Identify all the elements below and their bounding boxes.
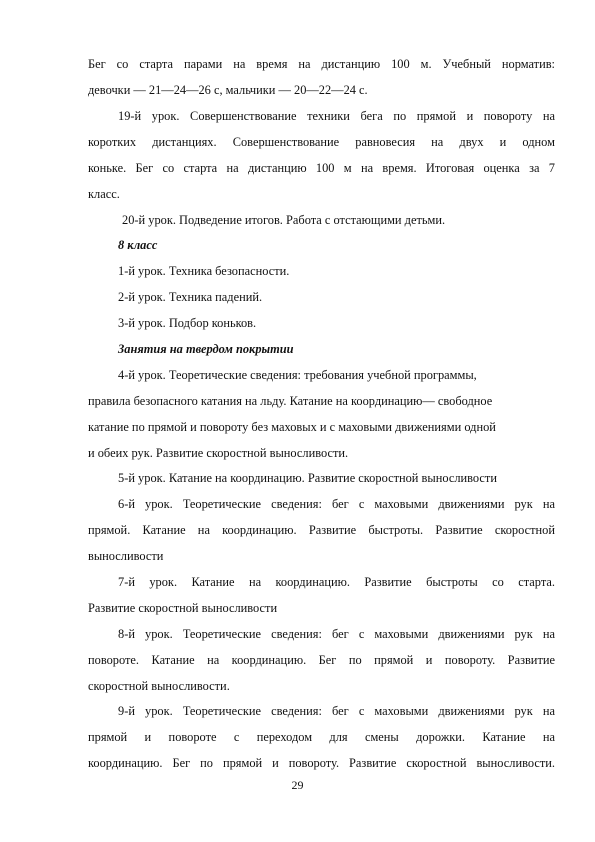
text-line: девочки — 21—24—26 с, мальчики — 20—22—24 с. xyxy=(88,83,368,97)
text-line: и обеих рук. Развитие скоростной выносливости. xyxy=(88,446,349,460)
text-line: 19-й урок. Совершенствование техники бега по прямой и повороту на xyxy=(118,109,555,123)
text-line: 2-й урок. Техника падений. xyxy=(118,290,263,304)
text-line: 3-й урок. Подбор коньков. xyxy=(118,316,257,330)
text-line: 9-й урок. Теоретические сведения: бег с маховыми движениями рук на xyxy=(118,704,555,718)
text-line: Развитие скоростной выносливости xyxy=(88,601,278,615)
text-line: повороте. Катание на координацию. Бег по прямой и повороту. Развитие xyxy=(88,653,555,667)
text-line: 20-й урок. Подведение итогов. Работа с отстающими детьми. xyxy=(122,213,446,227)
text-line: скоростной выносливости. xyxy=(88,679,230,693)
text-line: координацию. Бег по прямой и повороту. Развитие скоростной выносливости. xyxy=(88,756,555,770)
section-heading: 8 класс xyxy=(118,238,158,252)
text-line: коньке. Бег со старта на дистанцию 100 м на время. Итоговая оценка за 7 xyxy=(88,161,555,175)
subsection-heading: Занятия на твердом покрытии xyxy=(118,342,294,356)
text-line: коротких дистанциях. Совершенствование равновесия на двух и одном xyxy=(88,135,555,149)
text-line: прямой. Катание на координацию. Развитие быстроты. Развитие скоростной xyxy=(88,523,555,537)
page-number: 29 xyxy=(291,778,304,792)
text-line: правила безопасного катания на льду. Катание на координацию— свободное xyxy=(88,394,493,408)
text-line: Бег со старта парами на время на дистанцию 100 м. Учебный норматив: xyxy=(88,57,555,71)
text-line: 6-й урок. Теоретические сведения: бег с маховыми движениями рук на xyxy=(118,497,555,511)
text-line: 5-й урок. Катание на координацию. Развитие скоростной выносливости xyxy=(118,471,497,485)
text-line: 1-й урок. Техника безопасности. xyxy=(118,264,290,278)
text-line: выносливости xyxy=(88,549,164,563)
text-line: катание по прямой и повороту без маховых и с маховыми движениями одной xyxy=(88,420,496,434)
text-line: прямой и повороте с переходом для смены дорожки. Катание на xyxy=(88,730,555,744)
text-line: 4-й урок. Теоретические сведения: требования учебной программы, xyxy=(118,368,477,382)
text-line: класс. xyxy=(88,187,120,201)
text-line: 7-й урок. Катание на координацию. Развитие быстроты со старта. xyxy=(118,575,555,589)
text-line: 8-й урок. Теоретические сведения: бег с маховыми движениями рук на xyxy=(118,627,555,641)
